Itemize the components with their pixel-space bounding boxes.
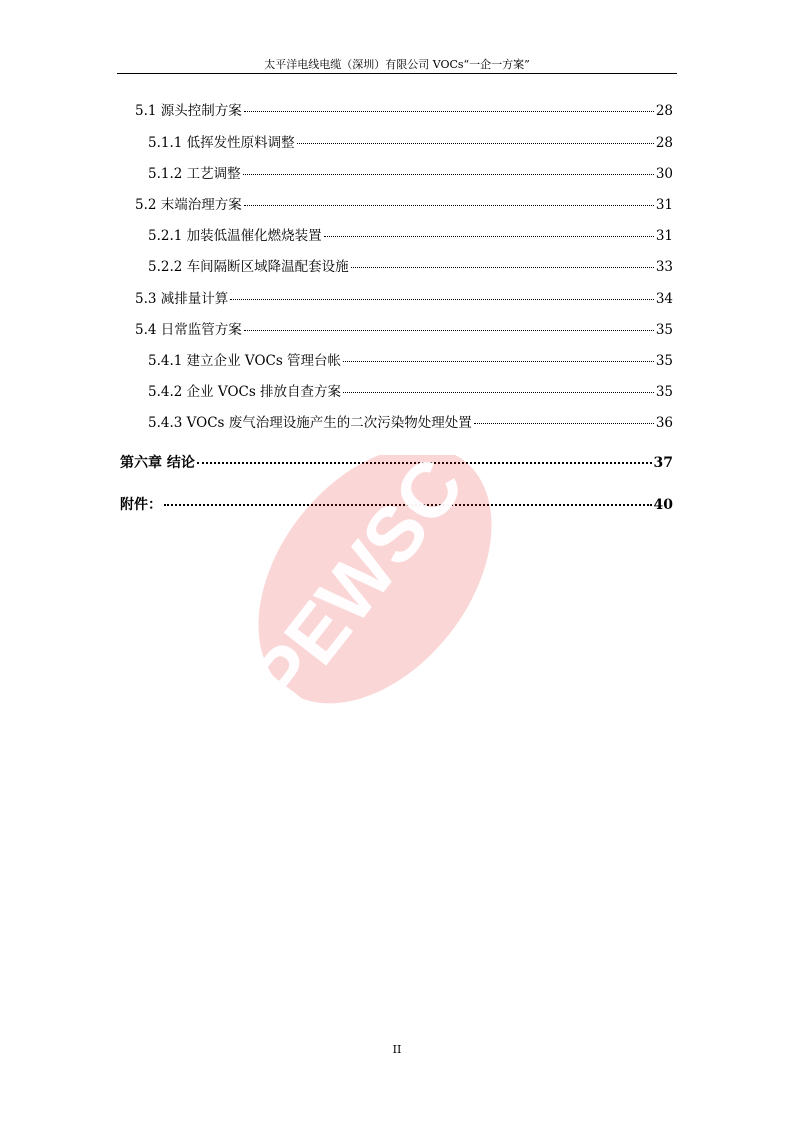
toc-leader-dots xyxy=(244,111,654,112)
toc-entry[interactable] xyxy=(148,352,673,370)
toc-entry-label: 5.2 末端治理方案 xyxy=(135,197,242,213)
toc-entry-page: 40 xyxy=(653,497,673,513)
toc-entry-label: 5.2.1 加装低温催化燃烧装置 xyxy=(148,228,322,244)
toc-leader-dots xyxy=(244,205,654,206)
toc-entry[interactable] xyxy=(148,258,673,276)
toc-leader-dots xyxy=(164,504,652,506)
toc-leader-dots xyxy=(474,423,654,424)
toc-leader-dots xyxy=(351,267,654,268)
toc-entry[interactable] xyxy=(135,290,673,308)
toc-entry[interactable] xyxy=(148,383,673,401)
toc-entry-label: 5.3 减排量计算 xyxy=(135,291,229,307)
toc-entry-label: 附件： xyxy=(120,497,162,513)
toc-leader-dots xyxy=(297,143,654,144)
toc-chapter-entry[interactable] xyxy=(120,496,673,514)
toc-chapter-entry[interactable] xyxy=(120,454,673,472)
toc-entry-label: 第六章 结论 xyxy=(120,455,195,471)
toc-leader-dots xyxy=(230,299,654,300)
toc-entry[interactable] xyxy=(135,102,673,120)
toc-leader-dots xyxy=(343,361,654,362)
running-header: 太平洋电线电缆（深圳）有限公司 VOCs“一企一方案” xyxy=(264,58,530,71)
page-number: II xyxy=(392,1043,402,1056)
toc-entry[interactable] xyxy=(148,134,673,152)
toc-entry-page: 30 xyxy=(655,166,673,182)
toc-entry[interactable] xyxy=(148,165,673,183)
toc-leader-dots xyxy=(343,392,654,393)
toc-entry-page: 31 xyxy=(655,197,673,213)
toc-entry-label: 5.1 源头控制方案 xyxy=(135,103,242,119)
toc-entry-label: 5.2.2 车间隔断区域降温配套设施 xyxy=(148,259,349,275)
toc-entry-page: 35 xyxy=(655,322,673,338)
toc-entry-page: 35 xyxy=(655,384,673,400)
toc-leader-dots xyxy=(244,330,654,331)
toc-entry-page: 37 xyxy=(653,455,673,471)
toc-entry-label: 5.4.2 企业 VOCs 排放自查方案 xyxy=(148,384,342,400)
toc-leader-dots xyxy=(243,174,654,175)
toc-leader-dots xyxy=(324,236,654,237)
toc-entry-label: 5.1.2 工艺调整 xyxy=(148,166,241,182)
toc-leader-dots xyxy=(197,462,652,464)
toc-entry-label: 5.1.1 低挥发性原料调整 xyxy=(148,135,295,151)
toc-entry[interactable] xyxy=(135,321,673,339)
watermark-text: PEWSC xyxy=(234,455,481,722)
toc-entry-page: 36 xyxy=(655,415,673,431)
toc-entry-page: 34 xyxy=(655,291,673,307)
toc-entry-label: 5.4.1 建立企业 VOCs 管理台帐 xyxy=(148,353,342,369)
toc-entry-page: 28 xyxy=(655,103,673,119)
toc-entry-page: 31 xyxy=(655,228,673,244)
toc-entry[interactable] xyxy=(135,196,673,214)
toc-entry-label: 5.4.3 VOCs 废气治理设施产生的二次污染物处理处置 xyxy=(148,415,472,431)
toc-entry-page: 35 xyxy=(655,353,673,369)
toc-entry-page: 28 xyxy=(655,135,673,151)
toc-entry-label: 5.4 日常监管方案 xyxy=(135,322,242,338)
toc-entry-page: 33 xyxy=(655,259,673,275)
toc-entry[interactable] xyxy=(148,414,673,432)
toc-entry[interactable] xyxy=(148,227,673,245)
